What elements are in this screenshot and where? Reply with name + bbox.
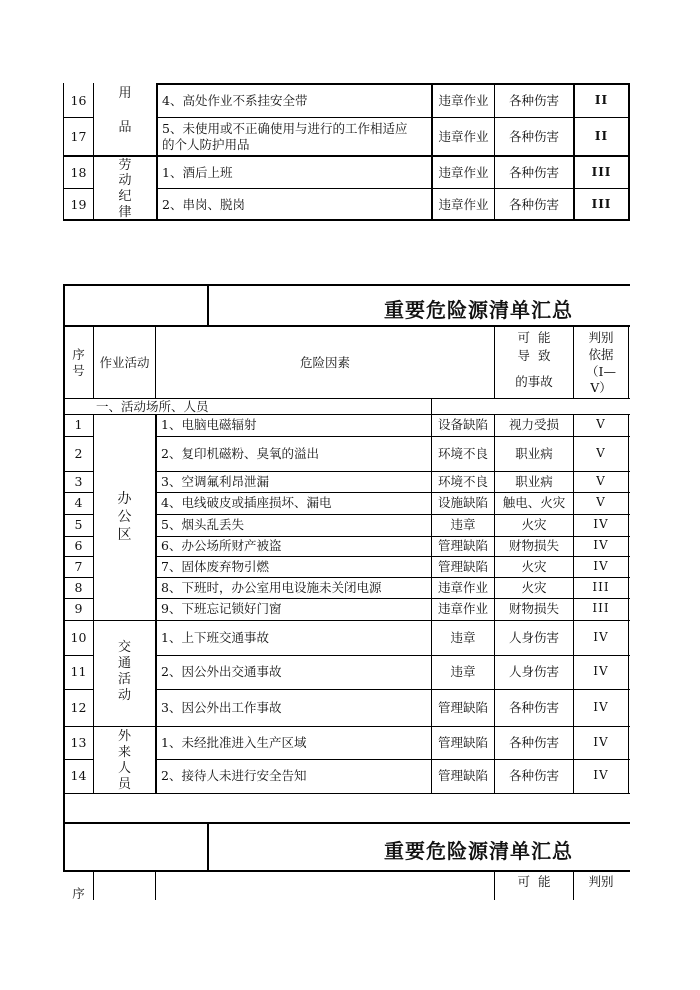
row-no: 5	[74, 517, 83, 532]
group-label-labor: 律	[118, 205, 132, 220]
hazard-factor: 1、上下班交通事故	[161, 630, 269, 645]
hazard-type: 违章作业	[437, 580, 488, 595]
possible-accident: 触电、火灾	[502, 495, 566, 510]
group-label-traffic: 交	[117, 640, 131, 655]
hazard-factor: 2、串岗、脱岗	[162, 197, 245, 212]
hazard-factor: 3、空调氟利昂泄漏	[161, 474, 269, 489]
possible-accident: 火灾	[521, 559, 547, 574]
group-label-use: 品	[118, 120, 132, 135]
group-label-visitor: 人	[117, 761, 131, 776]
row-no: 3	[74, 474, 83, 489]
hazard-type: 违章作业	[437, 601, 488, 616]
row-no: 11	[70, 664, 87, 679]
grade: V	[596, 474, 606, 488]
grade: V	[596, 417, 606, 431]
possible-accident: 各种伤害	[508, 93, 559, 108]
possible-accident: 各种伤害	[508, 165, 559, 180]
hazard-type: 违章作业	[438, 129, 489, 144]
hazard-factor: 4、电线破皮或插座损坏、漏电	[161, 495, 332, 510]
row-no: 10	[70, 630, 87, 645]
hazard-type: 环境不良	[437, 474, 488, 489]
group-label-traffic: 动	[117, 688, 131, 703]
header-basis: 依据	[588, 347, 614, 362]
header-accident-partial: 可 能	[517, 874, 551, 889]
header-no-partial: 序	[72, 886, 85, 901]
grade: III	[591, 197, 612, 211]
header-basis-partial: 判别	[588, 874, 614, 889]
hazard-factor: 2、复印机磁粉、臭氧的溢出	[161, 446, 319, 461]
possible-accident: 各种伤害	[508, 197, 559, 212]
hazard-factor: 2、因公外出交通事故	[161, 664, 282, 679]
hazard-factor: 2、接待人未进行安全告知	[161, 768, 307, 783]
possible-accident: 人身伤害	[508, 664, 559, 679]
hazard-type: 违章	[450, 517, 476, 532]
header-accident: 的事故	[515, 374, 553, 389]
possible-accident: 职业病	[515, 446, 553, 461]
header-basis: V）	[590, 380, 612, 395]
group-label-labor: 纪	[118, 189, 132, 204]
row-no: 18	[70, 165, 87, 180]
row-no: 17	[70, 129, 87, 144]
hazard-factor: 5、烟头乱丢失	[161, 517, 244, 532]
group-label-office: 办	[117, 491, 132, 507]
hazard-factor: 8、下班时，办公室用电设施未关闭电源	[161, 580, 382, 595]
hazard-factor: 9、下班忘记锁好门窗	[161, 601, 282, 616]
hazard-type: 违章作业	[438, 93, 489, 108]
hazard-type: 环境不良	[437, 446, 488, 461]
row-no: 7	[74, 559, 83, 574]
row-no: 16	[70, 93, 87, 108]
grade: III	[592, 580, 610, 594]
group-label-visitor: 来	[117, 745, 131, 760]
grade: V	[596, 446, 606, 460]
row-no: 8	[74, 580, 83, 595]
possible-accident: 各种伤害	[508, 129, 559, 144]
hazard-factor: 5、未使用或不正确使用与进行的工作相适应	[162, 121, 408, 136]
row-no: 2	[74, 446, 83, 461]
summary-title: 重要危险源清单汇总	[384, 298, 573, 322]
header-basis: （I—	[586, 364, 616, 379]
grade: II	[594, 93, 609, 107]
header-factor: 危险因素	[299, 355, 350, 370]
possible-accident: 财物损失	[508, 601, 559, 616]
row-no: 6	[74, 538, 83, 553]
header-basis: 判别	[588, 330, 614, 345]
hazard-factor-cont: 的个人防护用品	[162, 137, 250, 152]
possible-accident: 视力受损	[508, 417, 559, 432]
possible-accident: 各种伤害	[508, 768, 559, 783]
hazard-factor: 4、高处作业不系挂安全带	[162, 93, 308, 108]
row-no: 1	[74, 417, 83, 432]
row-no: 13	[70, 735, 87, 750]
grade: III	[591, 165, 612, 179]
hazard-type: 违章作业	[438, 197, 489, 212]
group-label-office: 公	[117, 509, 132, 525]
row-no: 19	[70, 197, 87, 212]
hazard-factor: 1、未经批准进入生产区域	[161, 735, 307, 750]
hazard-type: 违章作业	[438, 165, 489, 180]
header-activity: 作业活动	[99, 355, 150, 370]
group-label-use: 用	[118, 86, 132, 101]
summary-title-2: 重要危险源清单汇总	[384, 839, 573, 863]
hazard-type: 管理缺陷	[437, 700, 488, 715]
group-label-visitor: 外	[117, 729, 131, 744]
group-label-visitor: 员	[117, 777, 131, 792]
grade: IV	[593, 768, 609, 782]
possible-accident: 各种伤害	[508, 735, 559, 750]
section-title: 一、活动场所、人员	[96, 399, 209, 414]
hazard-factor: 1、酒后上班	[162, 165, 233, 180]
group-label-labor: 动	[118, 173, 132, 188]
hazard-type: 管理缺陷	[437, 538, 488, 553]
group-label-traffic: 活	[117, 672, 131, 687]
hazard-type: 违章	[450, 664, 476, 679]
grade: IV	[593, 735, 609, 749]
row-no: 14	[70, 768, 87, 783]
row-no: 9	[74, 601, 83, 616]
grade: II	[594, 129, 609, 143]
grade: V	[596, 495, 606, 509]
header-accident: 可 能	[517, 330, 551, 345]
hazard-type: 管理缺陷	[437, 768, 488, 783]
hazard-type: 违章	[450, 630, 476, 645]
hazard-factor: 7、固体废弃物引燃	[161, 559, 269, 574]
possible-accident: 火灾	[521, 580, 547, 595]
grade: IV	[593, 517, 609, 531]
group-label-traffic: 通	[117, 656, 131, 671]
hazard-factor: 1、电脑电磁辐射	[161, 417, 257, 432]
possible-accident: 各种伤害	[508, 700, 559, 715]
row-no: 4	[74, 495, 83, 510]
hazard-factor: 6、办公场所财产被盗	[161, 538, 282, 553]
grade: IV	[593, 538, 609, 552]
hazard-type: 设施缺陷	[437, 495, 488, 510]
header-no: 号	[72, 363, 85, 378]
hazard-type: 管理缺陷	[437, 559, 488, 574]
grade: IV	[593, 664, 609, 678]
possible-accident: 人身伤害	[508, 630, 559, 645]
hazard-factor: 3、因公外出工作事故	[161, 700, 282, 715]
possible-accident: 职业病	[515, 474, 553, 489]
hazard-type: 管理缺陷	[437, 735, 488, 750]
grade: IV	[593, 630, 609, 644]
possible-accident: 财物损失	[508, 538, 559, 553]
header-no: 序	[72, 347, 85, 362]
grade: IV	[593, 559, 609, 573]
possible-accident: 火灾	[521, 517, 547, 532]
grade: IV	[593, 700, 609, 714]
row-no: 12	[70, 700, 87, 715]
grade: III	[592, 601, 610, 615]
group-label-labor: 劳	[118, 158, 132, 173]
group-label-office: 区	[117, 527, 132, 543]
hazard-type: 设备缺陷	[437, 417, 488, 432]
header-accident: 导 致	[517, 348, 551, 363]
